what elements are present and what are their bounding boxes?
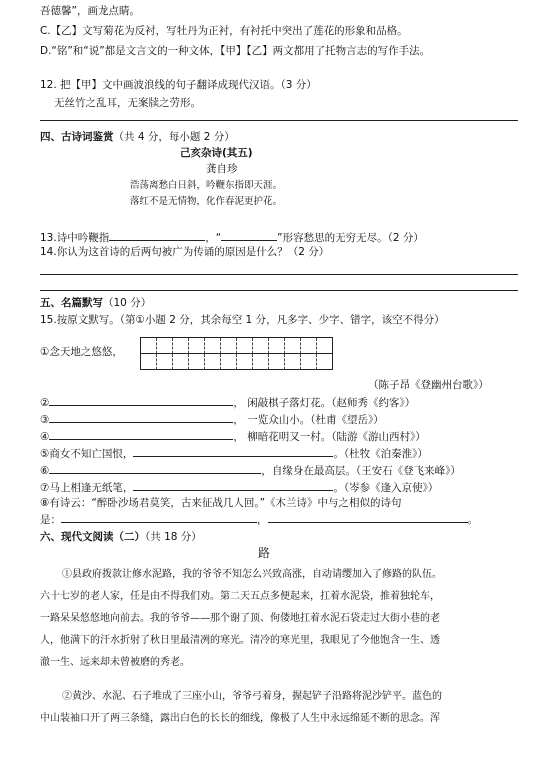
blank[interactable] <box>49 428 233 440</box>
blank[interactable] <box>221 229 277 241</box>
answer-line <box>40 274 518 275</box>
item-1-source: （陈子昂《登幽州台歌》） <box>368 379 489 391</box>
article-title: 路 <box>258 546 271 560</box>
blank[interactable] <box>49 394 233 406</box>
item-2: ② ， 闲敲棋子落灯花。（赵师秀《约客》） <box>40 394 415 410</box>
item-4: ④ ， 柳暗花明又一村。（陆游《游山西村》） <box>40 428 426 444</box>
paragraph-1: ①县政府拨款让修水泥路，我的爷爷不知怎么兴致高涨，自动请缨加入了修路的队伍。 六十七岁的老人家，任是由不得我们劝。第二天五点多便起来，扛着水泥袋，推着独轮车， 一路呆呆悠悠地向前去。我的爷爷——那个谢了顶、佝偻地扛着水泥石袋走过大街小巷的老 人，他满下的汗水折射了秋日里最清冽的寒光。清冷的寒光里，我眼见了今他饱含一生、透 澈一生、远来却未曾被磨的秀老。 <box>40 569 442 668</box>
blank[interactable] <box>133 479 333 491</box>
poem-author: 龚自珍 <box>206 163 238 175</box>
blank[interactable] <box>49 462 261 474</box>
question-13: 13.诗中吟鞭指 ，“ ”形容愁思的无穷无尽。（2 分） <box>40 229 424 245</box>
item-5: ⑤商女不知亡国恨， 。（杜牧《泊秦淮》） <box>40 445 428 461</box>
option-d: D.“铭”和“说”都是文言文的一种文体，【甲】【乙】两文都用了托物言志的写作手法。 <box>40 45 431 57</box>
blank[interactable] <box>268 511 468 523</box>
option-c: C.【乙】文写菊花为反衬，写牡丹为正衬，有衬托中突出了莲花的形象和品格。 <box>40 25 408 37</box>
section-4-title: 四、古诗词鉴赏（共 4 分，每小题 2 分） <box>40 131 235 143</box>
question-15: 15.按原文默写。（第①小题 2 分，其余每空 1 分，凡多字、少字、错字，该空不得分） <box>40 314 445 326</box>
item-6: ⑥ ，自缘身在最高层。（王安石《登飞来峰》） <box>40 462 461 478</box>
answer-grid[interactable] <box>140 337 333 370</box>
poem-title: 己亥杂诗(其五) <box>180 147 253 159</box>
item-8: ⑧有诗云：“醉卧沙场君莫笑，古来征战几人回。”《木兰诗》中与之相似的诗句 <box>40 497 402 509</box>
text-line: 吾德馨”，画龙点睛。 <box>40 5 140 17</box>
answer-line <box>40 290 518 291</box>
poem-line: 落红不是无情物，化作春泥更护花。 <box>130 196 283 207</box>
question-12: 12. 把【甲】文中画波浪线的句子翻译成现代汉语。（3 分） <box>40 79 317 91</box>
blank[interactable] <box>49 411 233 423</box>
item-1: ①念天地之悠悠， <box>40 346 123 358</box>
question-14: 14.你认为这首诗的后两句被广为传诵的原因是什么？（2 分） <box>40 246 330 258</box>
section-5-title: 五、名篇默写（10 分） <box>40 297 152 309</box>
poem-line: 浩荡离愁白日斜，吟鞭东指即天涯。 <box>130 180 283 191</box>
blank[interactable] <box>109 229 205 241</box>
item-8-answer: 是： ， 。 <box>40 511 478 527</box>
section-6-title: 六、现代文阅读（二）（共 18 分） <box>40 531 202 543</box>
paragraph-2: ②黄沙、水泥、石子堆成了三座小山，爷爷弓着身，握起铲子沿路将泥沙铲平。蓝色的 中山装袖口开了两三条缝，露出白色的长长的细线，像极了人生中永远绵延不断的思念。浑 <box>40 691 442 724</box>
item-7: ⑦马上相逢无纸笔， 。（岑参《逢入京使》） <box>40 479 438 495</box>
item-3: ③ ， 一览众山小。（杜甫《望岳》） <box>40 411 384 427</box>
answer-line <box>40 120 518 121</box>
blank[interactable] <box>61 511 257 523</box>
blank[interactable] <box>133 445 333 457</box>
question-12-sentence: 无丝竹之乱耳，无案牍之劳形。 <box>54 97 201 109</box>
